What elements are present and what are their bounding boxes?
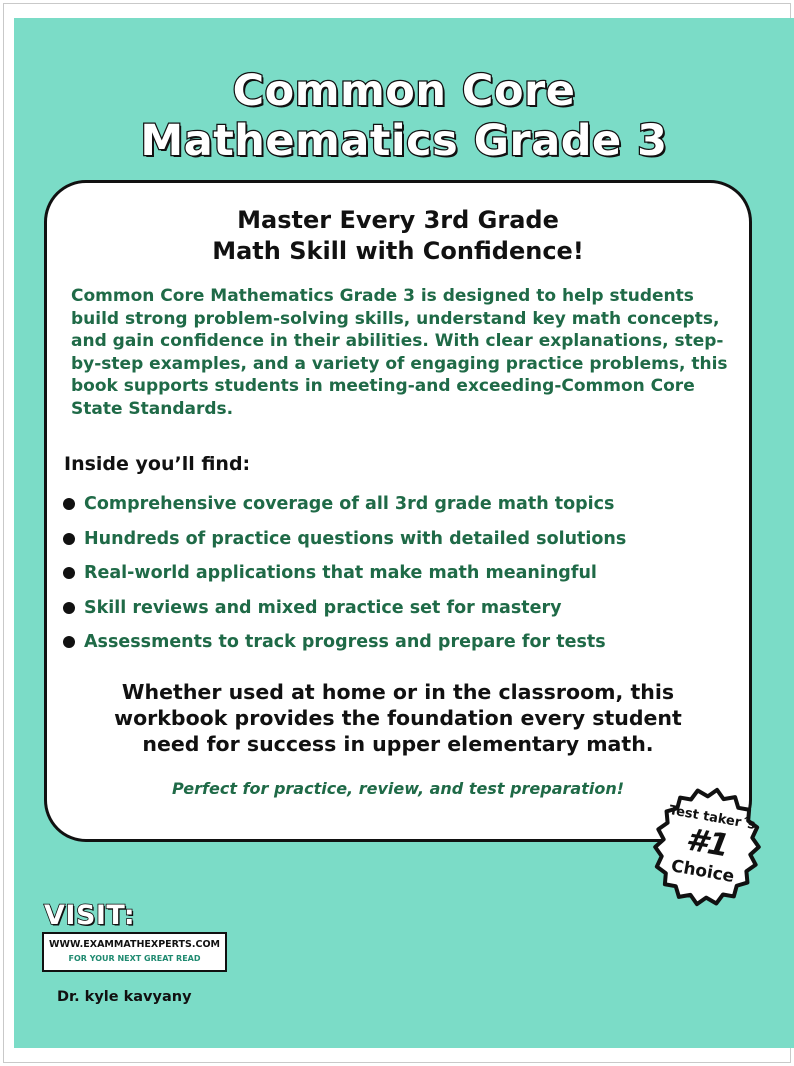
feature-text: Real-world applications that make math meaningful — [84, 563, 597, 584]
award-seal — [636, 776, 777, 917]
feature-text: Skill reviews and mixed practice set for mastery — [84, 597, 562, 618]
book-title-line-1: Common Core — [232, 66, 576, 116]
card-heading — [47, 205, 749, 267]
closing-line-1: Whether used at home or in the classroom, this — [121, 680, 675, 704]
feature-item — [63, 556, 743, 591]
inside-label: Inside you’ll find: — [64, 453, 251, 475]
feature-list — [63, 487, 743, 660]
feature-text: Comprehensive coverage of all 3rd grade math topics — [84, 494, 615, 515]
bullet-icon — [63, 602, 75, 614]
seal-bottom-text: Choice — [669, 856, 736, 887]
bullet-icon — [63, 567, 75, 579]
cover-panel — [14, 18, 794, 1048]
feature-item — [63, 591, 743, 626]
book-title-line-2: Mathematics Grade 3 — [140, 116, 668, 166]
website-tagline: FOR YOUR NEXT GREAT READ — [68, 954, 201, 963]
intro-paragraph: Common Core Mathematics Grade 3 is designed to help students build strong problem-solving skills, understand key math concepts, and gain confidence in their abilities. With clear explanations, step-by-step examples, and a variety of engaging practice problems, this book supports students in meeting-and exceeding-Common Core State Standards. — [71, 286, 728, 419]
feature-text: Hundreds of practice questions with detailed solutions — [84, 528, 627, 549]
closing-line-2: workbook provides the foundation every student — [114, 706, 682, 730]
closing-statement — [47, 679, 749, 757]
closing-line-3: need for success in upper elementary math. — [142, 732, 654, 756]
description-card — [44, 180, 752, 842]
seal-rank-text: #1 — [683, 821, 733, 865]
tagline: Perfect for practice, review, and test preparation! — [171, 779, 625, 798]
author-name: Dr. kyle kavyany — [57, 989, 192, 1005]
book-title — [14, 66, 794, 166]
website-box[interactable] — [42, 932, 227, 972]
feature-item — [63, 625, 743, 660]
visit-label: VISIT: — [44, 900, 136, 931]
bullet-icon — [63, 636, 75, 648]
feature-item — [63, 522, 743, 557]
feature-item — [63, 487, 743, 522]
feature-text: Assessments to track progress and prepare for tests — [84, 632, 606, 653]
bullet-icon — [63, 498, 75, 510]
card-heading-line-1: Master Every 3rd Grade — [237, 206, 559, 234]
seal-top-text: Test taker´s — [667, 802, 757, 833]
website-url[interactable]: WWW.EXAMMATHEXPERTS.COM — [49, 939, 220, 950]
bullet-icon — [63, 533, 75, 545]
card-heading-line-2: Math Skill with Confidence! — [212, 237, 584, 265]
